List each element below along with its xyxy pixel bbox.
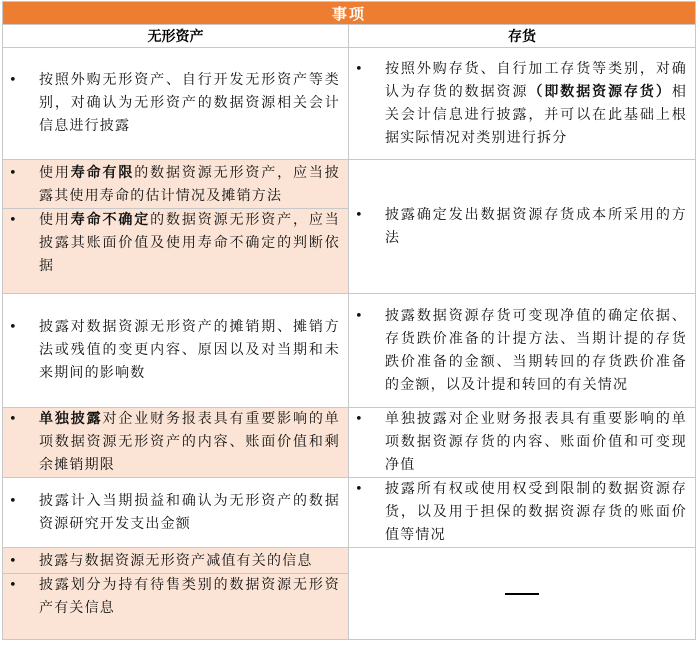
table-title: 事项 <box>3 2 696 25</box>
text-run: 按照外购无形资产、自行开发无形资产等类别，对确认为无形资产的数据资源相关会计信息进行披露 <box>39 72 340 134</box>
bullet-item <box>3 408 348 477</box>
row2-left <box>3 160 349 294</box>
bullet-icon: • <box>355 207 363 223</box>
bullet-text <box>39 162 348 208</box>
text-run: 披露计入当期损益和确认为无形资产的数据资源研究开发支出金额 <box>39 492 340 532</box>
bullet-icon: • <box>9 554 17 569</box>
bullet-text <box>385 305 695 397</box>
row5-left <box>3 478 349 548</box>
bullet-text <box>385 58 695 150</box>
bullet-item <box>349 305 695 397</box>
bullet-icon: • <box>9 578 17 593</box>
bullet-text <box>39 316 348 385</box>
bullet-text <box>39 490 348 536</box>
text-run: 按照外购存货、自行加工存货等类别，对确认为存货的数据资源 <box>385 60 688 100</box>
bullet-text <box>385 204 695 250</box>
bullet-item <box>3 162 348 208</box>
bullet-item <box>349 478 695 547</box>
bullet-icon: • <box>355 412 363 427</box>
text-run: 的数据资源无形资产，应当披露其账面价值及使用寿命不确定的判断依据 <box>39 212 341 274</box>
row4-left <box>3 408 349 478</box>
row6-left <box>3 548 349 640</box>
emphasis-text: 单独披露 <box>39 411 103 427</box>
bullet-icon: • <box>355 308 363 324</box>
emphasis-text: 寿命不确定 <box>70 212 151 228</box>
text-run: 的数据资源无形资产，应当披露其使用寿命的估计情况及摊销方法 <box>39 165 340 204</box>
bullet-icon: • <box>355 482 363 497</box>
row1-left <box>3 48 349 160</box>
bullet-icon: • <box>9 493 17 509</box>
disclosure-table <box>2 1 696 640</box>
text-run: 使用 <box>39 212 71 228</box>
row1-right <box>349 48 696 160</box>
bullet-text <box>39 574 348 620</box>
text-run: 使用 <box>39 165 71 181</box>
bullet-icon: • <box>9 213 17 228</box>
bullet-text <box>39 550 348 573</box>
text-run: 披露所有权或使用权受到限制的数据资源存货，以及用于担保的数据资源存货的账面价值等情况 <box>385 481 688 543</box>
bullet-item <box>3 316 348 385</box>
row4-right <box>349 408 696 478</box>
row3-left <box>3 294 349 408</box>
bullet-text <box>39 69 348 138</box>
emphasis-text: （即数据资源存货） <box>528 83 672 100</box>
row2-right <box>349 160 696 294</box>
text-run: 披露与数据资源无形资产减值有关的信息 <box>39 553 313 569</box>
text-run: 相关会计信息进行披露，并可以在此基础上根据实际情况对类别进行拆分 <box>385 83 688 146</box>
bullet-icon: • <box>355 61 363 77</box>
bullet-text <box>39 408 348 477</box>
bullet-icon: • <box>9 73 17 88</box>
bullet-item <box>349 408 695 477</box>
column-header-inventory: 存货 <box>349 25 696 48</box>
bullet-item <box>349 204 695 250</box>
bullet-icon: • <box>9 166 17 181</box>
text-run: 单独披露对企业财务报表具有重要影响的单项数据资源存货的内容、账面价值和可变现净值 <box>385 411 688 473</box>
bullet-icon: • <box>9 320 17 335</box>
bullet-text <box>385 478 695 547</box>
emphasis-text: 寿命有限 <box>70 165 135 181</box>
text-run: 对企业财务报表具有重要影响的单项数据资源无形资产的内容、账面价值和剩余摊销期限 <box>39 411 340 473</box>
row3-right <box>349 294 696 408</box>
row6-right <box>349 548 696 640</box>
bullet-icon: • <box>9 412 17 427</box>
bullet-item <box>3 550 348 573</box>
bullet-item <box>3 490 348 536</box>
bullet-item <box>349 58 695 150</box>
row5-right <box>349 478 696 548</box>
text-run: 披露数据资源存货可变现净值的确定依据、存货跌价准备的计提方法、当期计提的存货跌价准备的金额、当期转回的存货跌价准备的金额，以及计提和转回的有关情况 <box>385 307 688 393</box>
text-run: 披露划分为持有待售类别的数据资源无形资产有关信息 <box>39 577 340 616</box>
bullet-item <box>3 208 348 278</box>
empty-dash <box>505 593 539 595</box>
bullet-text <box>39 209 348 278</box>
text-run: 披露确定发出数据资源存货成本所采用的方法 <box>385 206 688 246</box>
column-header-intangible: 无形资产 <box>3 25 349 48</box>
bullet-item <box>3 573 348 620</box>
bullet-item <box>3 69 348 138</box>
text-run: 披露对数据资源无形资产的摊销期、摊销方法或残值的变更内容、原因以及对当期和未来期间的影响数 <box>39 319 340 381</box>
bullet-text <box>385 408 695 477</box>
